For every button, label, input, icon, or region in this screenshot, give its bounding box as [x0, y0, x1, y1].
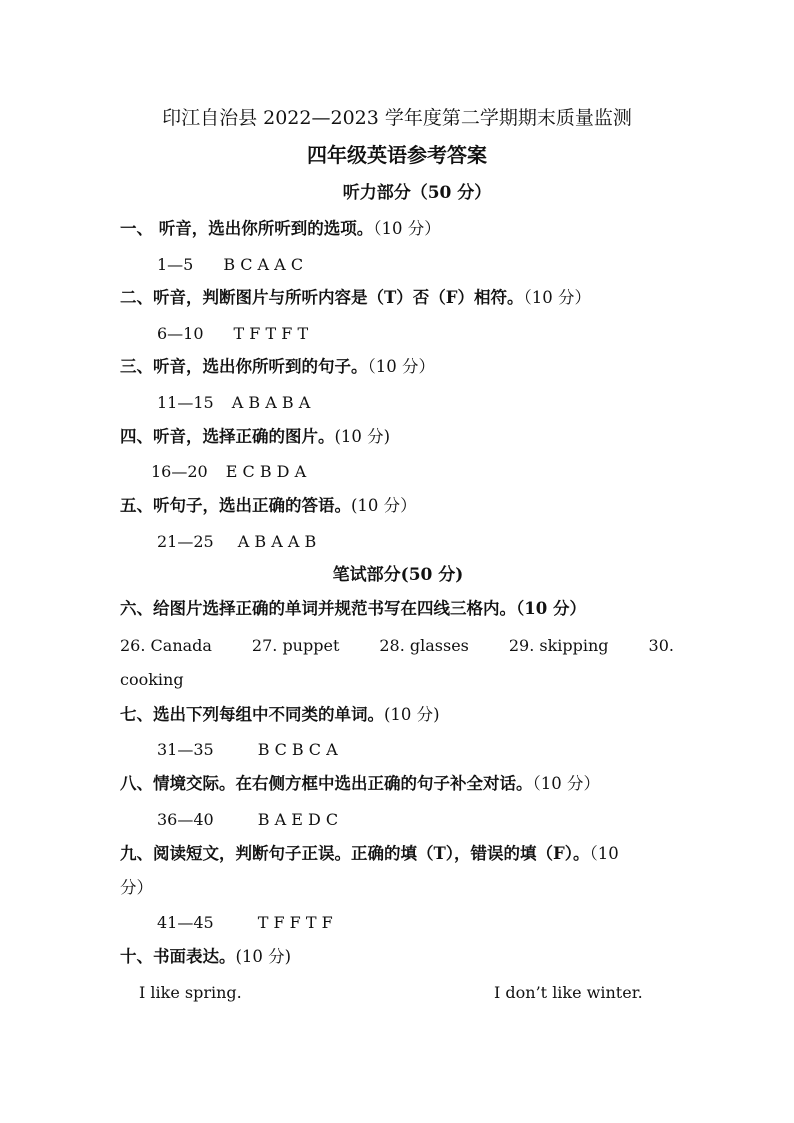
question-10-sentence-right: I don’t like winter.	[494, 983, 643, 1002]
answer-word: 27. puppet	[251, 636, 340, 655]
question-3-answers: 11—15 A B A B A	[157, 393, 311, 412]
question-6-answer-words	[120, 635, 674, 657]
writing-part-title: 笔试部分(50 分)	[332, 565, 464, 585]
listening-part-title: 听力部分（50 分）	[342, 183, 492, 203]
question-6-heading: 六、给图片选择正确的单词并规范书写在四线三格内。（10 分）	[120, 599, 586, 618]
question-9-answers: 41—45 T F F T F	[157, 913, 333, 932]
question-4-heading: 四、听音，选择正确的图片。(10 分)	[120, 427, 391, 446]
question-10-sentence-left: I like spring.	[139, 983, 242, 1002]
answer-word: 26. Canada	[120, 636, 212, 655]
question-3-heading: 三、听音，选出你所听到的句子。（10 分）	[120, 357, 435, 376]
question-8-answers: 36—40 B A E D C	[157, 810, 339, 829]
question-9-heading: 九、阅读短文，判断句子正误。正确的填（T），错误的填（F）。（10	[120, 844, 619, 863]
answer-word: 30.	[648, 636, 674, 655]
question-2-answers: 6—10 T F T F T	[157, 324, 309, 343]
question-6-continuation: cooking	[120, 670, 184, 689]
question-5-answers: 21—25 A B A A B	[157, 532, 317, 551]
question-1-answers: 1—5 B C A A C	[157, 255, 304, 274]
answer-word: 29. skipping	[508, 636, 609, 655]
question-2-heading: 二、听音，判断图片与所听内容是（T）否（F）相符。（10 分）	[120, 288, 591, 307]
document-subtitle: 四年级英语参考答案	[307, 143, 487, 167]
question-7-heading: 七、选出下列每组中不同类的单词。(10 分)	[120, 705, 440, 724]
document-title: 印江自治县 2022—2023 学年度第二学期期末质量监测	[162, 107, 632, 129]
question-7-answers: 31—35 B C B C A	[157, 740, 338, 759]
question-5-heading: 五、听句子，选出正确的答语。(10 分）	[120, 496, 417, 515]
question-9-points-continued: 分）	[120, 878, 153, 897]
answer-word: 28. glasses	[379, 636, 469, 655]
question-8-heading: 八、情境交际。在右侧方框中选出正确的句子补全对话。（10 分）	[120, 774, 600, 793]
question-1-heading: 一、 听音，选出你所听到的选项。（10 分）	[120, 219, 441, 238]
question-10-heading: 十、书面表达。(10 分)	[120, 947, 292, 966]
question-4-answers: 16—20 E C B D A	[151, 462, 307, 481]
